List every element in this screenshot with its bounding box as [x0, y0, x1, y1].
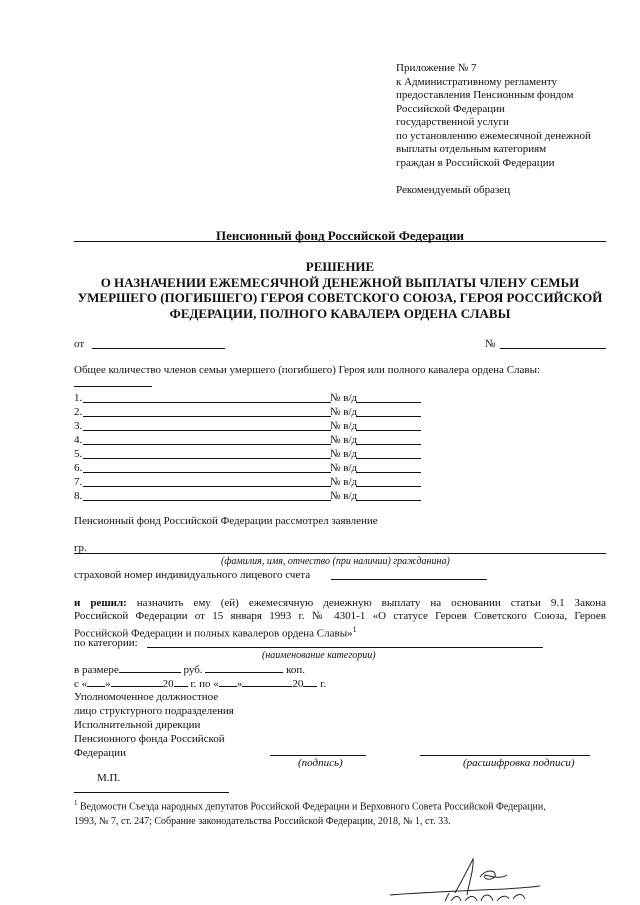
- period-to-day[interactable]: [219, 676, 237, 687]
- official-line: Уполномоченное должностное: [74, 691, 219, 703]
- number-field[interactable]: [500, 348, 606, 349]
- list-item: [74, 476, 434, 489]
- appendix-block: [396, 62, 591, 170]
- snils-field[interactable]: [331, 579, 487, 580]
- category-label: по категории:: [74, 637, 138, 649]
- category-field[interactable]: [147, 647, 543, 648]
- signature-hint: (подпись): [298, 757, 343, 769]
- amount-prefix: в размере: [74, 664, 119, 676]
- period-row: [74, 676, 326, 691]
- member-vd-label: № в/д: [330, 406, 358, 418]
- member-number: 3.: [74, 420, 83, 432]
- title-word: РЕШЕНИЕ: [305, 259, 375, 274]
- decision-line: Российской Федерации от 15 января 1993 г. № 4301-1 «О статусе Героев Советского Союза, Героев: [74, 610, 606, 622]
- footnote: [74, 796, 546, 829]
- member-vd-field[interactable]: [356, 402, 421, 403]
- appendix-line: Приложение № 7: [396, 62, 477, 74]
- period-quote: »: [236, 678, 243, 690]
- snils-label: страховой номер индивидуального лицевого счета: [74, 569, 311, 581]
- official-block: [74, 690, 234, 760]
- citizen-hint: (фамилия, имя, отчество (при наличии) гражданина): [221, 556, 450, 567]
- decision-text: назначить ему (ей) ежемесячную денежную выплату на основании статьи 9.1 Закона: [136, 597, 607, 609]
- member-vd-field[interactable]: [356, 430, 421, 431]
- period-year-label: 20: [292, 678, 304, 690]
- period-from-day[interactable]: [87, 676, 105, 687]
- organization-underline: [74, 241, 606, 242]
- footnote-separator: [74, 792, 229, 793]
- member-number: 7.: [74, 476, 83, 488]
- member-vd-label: № в/д: [330, 462, 358, 474]
- member-number: 6.: [74, 462, 83, 474]
- reviewed-statement: Пенсионный фонд Российской Федерации рассмотрел заявление: [74, 515, 378, 527]
- list-item: [74, 392, 434, 405]
- title-line: УМЕРШЕГО (ПОГИБШЕГО) ГЕРОЯ СОВЕТСКОГО СОЮЗА, ГЕРОЯ РОССИЙСКОЙ: [77, 290, 603, 305]
- appendix-line: Российской Федерации: [396, 102, 505, 115]
- member-name-field[interactable]: [83, 486, 331, 487]
- number-label: №: [485, 338, 496, 350]
- official-line: Федерации: [74, 747, 126, 759]
- appendix-line: к Административному регламенту: [396, 75, 558, 88]
- appendix-line: по установлению ежемесячной денежной: [396, 129, 591, 142]
- member-number: 4.: [74, 434, 83, 446]
- amount-kop-label: коп.: [286, 664, 305, 676]
- member-name-field[interactable]: [83, 430, 331, 431]
- title-line: О НАЗНАЧЕНИИ ЕЖЕМЕСЯЧНОЙ ДЕНЕЖНОЙ ВЫПЛАТЫ ЧЛЕНУ СЕМЬИ: [100, 274, 580, 290]
- list-item: [74, 420, 434, 433]
- member-vd-field[interactable]: [356, 472, 421, 473]
- decision-line: [74, 597, 606, 610]
- period-to-month[interactable]: [242, 676, 292, 687]
- member-number: 1.: [74, 392, 83, 404]
- official-line: Пенсионного фонда Российской: [74, 733, 225, 745]
- member-vd-field[interactable]: [356, 444, 421, 445]
- member-vd-label: № в/д: [330, 448, 358, 460]
- member-vd-field[interactable]: [356, 458, 421, 459]
- decision-text: Российской Федерации и полных кавалеров ордена Славы»: [74, 627, 353, 640]
- member-vd-label: № в/д: [330, 420, 358, 432]
- member-name-field[interactable]: [83, 458, 331, 459]
- member-vd-field[interactable]: [356, 486, 421, 487]
- date-label: от: [74, 338, 85, 350]
- member-vd-label: № в/д: [330, 434, 358, 446]
- member-vd-field[interactable]: [356, 500, 421, 501]
- period-quote: »: [105, 678, 111, 690]
- member-name-field[interactable]: [83, 472, 331, 473]
- official-line: лицо структурного подразделения: [74, 705, 234, 717]
- appendix-line: предоставления Пенсионным фондом: [396, 89, 574, 101]
- member-vd-field[interactable]: [356, 416, 421, 417]
- date-field[interactable]: [92, 348, 225, 349]
- member-vd-label: № в/д: [330, 490, 358, 502]
- member-number: 5.: [74, 448, 83, 460]
- footnote-mark: 1: [74, 799, 78, 807]
- member-name-field[interactable]: [83, 402, 331, 403]
- citizen-prefix: гр.: [74, 542, 87, 554]
- member-name-field[interactable]: [83, 500, 331, 501]
- stamp-label: М.П.: [97, 772, 121, 784]
- footnote-ref: 1: [352, 625, 357, 634]
- members-label: Общее количество членов семьи умершего (погибшего) Героя или полного кавалера ордена Славы:: [74, 364, 541, 376]
- member-number: 2.: [74, 406, 83, 418]
- title-line: ФЕДЕРАЦИИ, ПОЛНОГО КАВАЛЕРА ОРДЕНА СЛАВЫ: [169, 305, 511, 321]
- period-from-label: с «: [74, 678, 88, 690]
- handwritten-signature: [385, 855, 545, 903]
- period-to-label: г. по «: [190, 678, 219, 690]
- footnote-text: 1993, № 7, ст. 247; Собрание законодательства Российской Федерации, 2018, № 1, ст. 33.: [74, 816, 451, 828]
- member-vd-label: № в/д: [330, 392, 358, 404]
- list-item: [74, 490, 434, 503]
- period-g-label: г.: [320, 678, 327, 690]
- citizen-name-field[interactable]: [74, 553, 606, 554]
- official-line: Исполнительной дирекции: [74, 719, 201, 731]
- member-number: 8.: [74, 490, 83, 502]
- amount-kop-field[interactable]: [205, 662, 283, 673]
- list-item: [74, 448, 434, 461]
- list-item: [74, 406, 434, 419]
- footnote-text: Ведомости Съезда народных депутатов Российской Федерации и Верховного Совета Российской Федерации,: [80, 801, 546, 813]
- list-item: [74, 462, 434, 475]
- member-name-field[interactable]: [83, 444, 331, 445]
- member-name-field[interactable]: [83, 416, 331, 417]
- member-vd-label: № в/д: [330, 476, 358, 488]
- amount-rub-label: руб.: [183, 664, 203, 676]
- period-from-month[interactable]: [111, 676, 163, 687]
- members-count-field[interactable]: [74, 386, 152, 387]
- period-from-year[interactable]: [174, 676, 188, 687]
- decode-hint: (расшифровка подписи): [463, 757, 575, 769]
- list-item: [74, 434, 434, 447]
- period-year-label: 20: [162, 678, 174, 690]
- category-hint: (наименование категории): [262, 650, 376, 661]
- appendix-line: выплаты отдельным категориям: [396, 143, 547, 155]
- organization-name: Пенсионный фонд Российской Федерации: [215, 228, 465, 243]
- period-to-year[interactable]: [303, 676, 317, 687]
- amount-rub-field[interactable]: [119, 662, 181, 673]
- decision-title: [60, 259, 620, 321]
- decision-bold: и решил:: [74, 597, 127, 609]
- sample-label: Рекомендуемый образец: [396, 184, 511, 196]
- decode-field[interactable]: [420, 755, 590, 756]
- signature-field[interactable]: [270, 755, 366, 756]
- appendix-line: государственной услуги: [396, 116, 509, 128]
- amount-row: [74, 662, 305, 677]
- appendix-line: граждан в Российской Федерации: [396, 156, 555, 169]
